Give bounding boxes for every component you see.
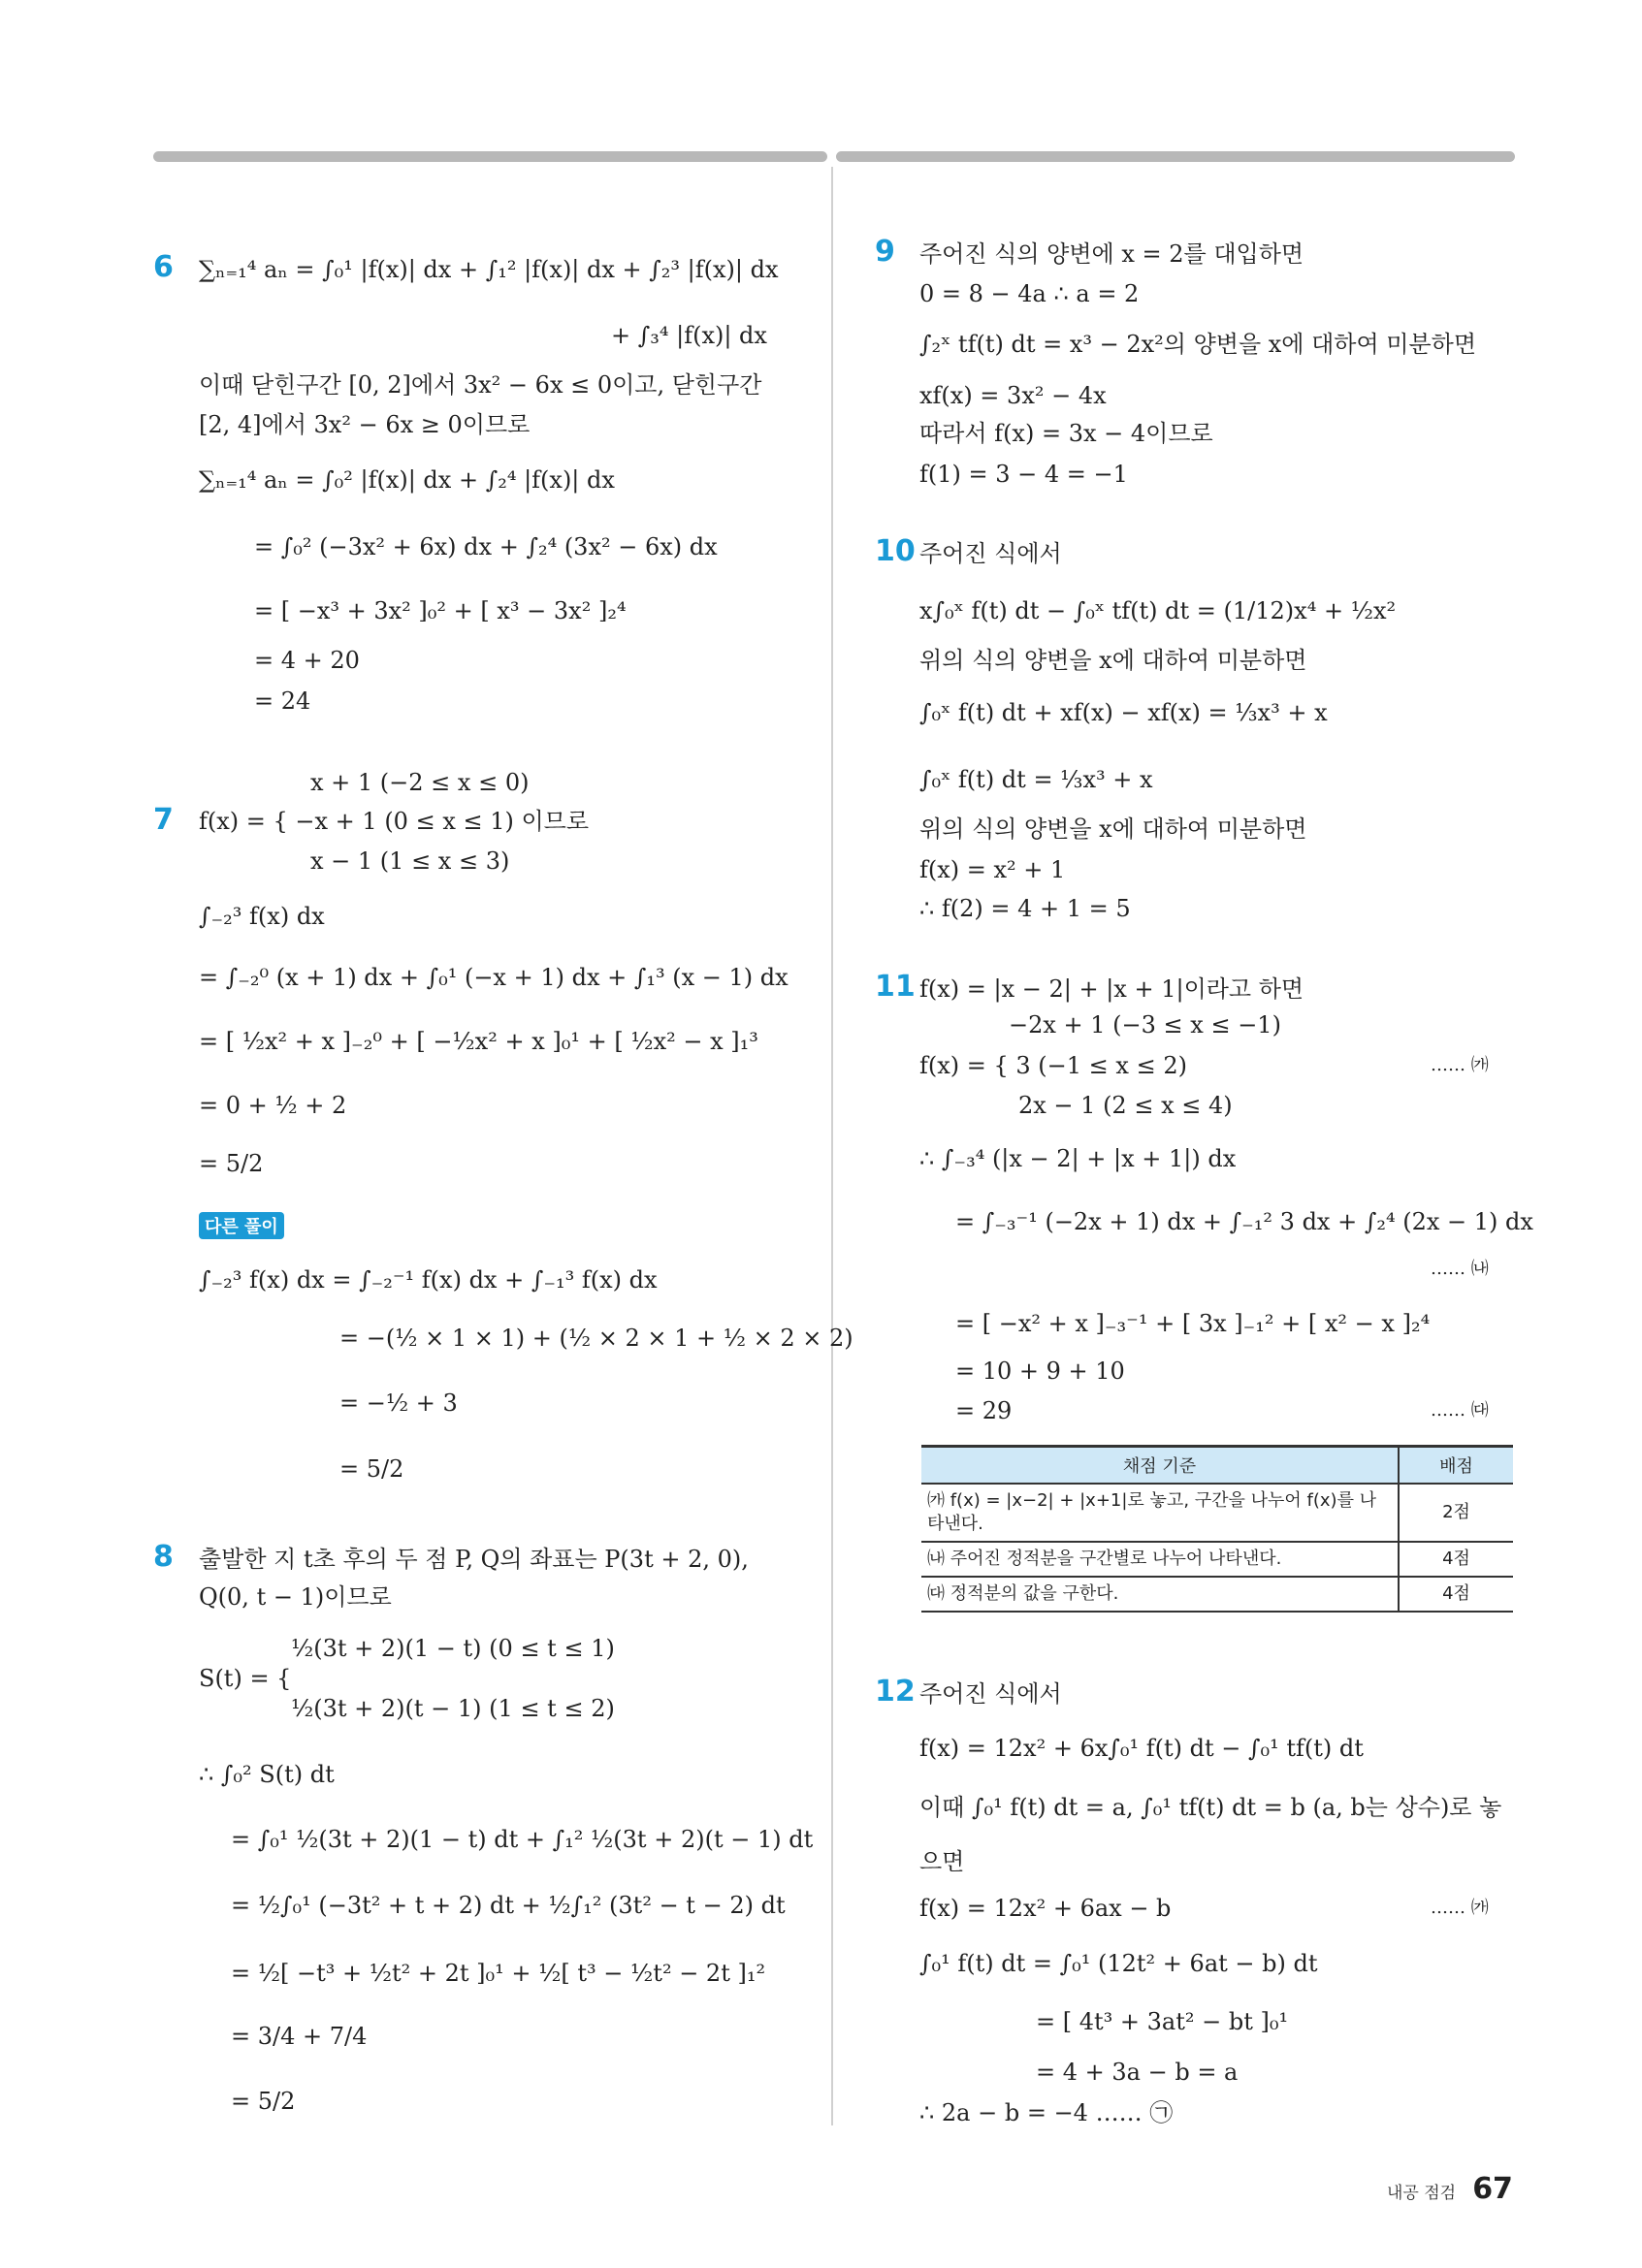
math-line: ∫₋₂³ f(x) dx bbox=[199, 903, 325, 930]
criterion-cell: ㈐ 정적분의 값을 구한다. bbox=[921, 1577, 1399, 1612]
text-line: [2, 4]에서 3x² − 6x ≥ 0이므로 bbox=[199, 411, 531, 438]
problem-number: 8 bbox=[153, 1540, 174, 1574]
points-cell: 4점 bbox=[1399, 1577, 1513, 1612]
math-line: ∑ₙ₌₁⁴ aₙ = ∫₀¹ |f(x)| dx + ∫₁² |f(x)| dx + ∫₂³ |f(x)| dx bbox=[199, 256, 779, 283]
grading-table bbox=[921, 1445, 1513, 1613]
math-line: x∫₀ˣ f(t) dt − ∫₀ˣ tf(t) dt = (1/12)x⁴ + ½x² bbox=[919, 597, 1397, 624]
problem-number: 10 bbox=[875, 534, 916, 568]
math-line: = [ ½x² + x ]₋₂⁰ + [ −½x² + x ]₀¹ + [ ½x² − x ]₁³ bbox=[199, 1028, 758, 1055]
math-line: ∫₀ˣ f(t) dt + xf(x) − xf(x) = ⅓x³ + x bbox=[919, 699, 1328, 726]
math-line: = 4 + 3a − b = a bbox=[1036, 2059, 1239, 2086]
text-line: 이때 닫힌구간 [0, 2]에서 3x² − 6x ≤ 0이고, 닫힌구간 bbox=[199, 371, 762, 399]
points-cell: 4점 bbox=[1399, 1542, 1513, 1577]
math-line: + ∫₃⁴ |f(x)| dx bbox=[611, 322, 767, 349]
top-rule-right bbox=[836, 151, 1515, 162]
math-line: ∴ f(2) = 4 + 1 = 5 bbox=[919, 895, 1131, 922]
math-line: −2x + 1 (−3 ≤ x ≤ −1) bbox=[1009, 1011, 1281, 1038]
math-line: ∴ ∫₀² S(t) dt bbox=[199, 1761, 335, 1788]
math-line: = −(½ × 1 × 1) + (½ × 2 × 1 + ½ × 2 × 2) bbox=[339, 1325, 853, 1352]
math-line: = [ −x² + x ]₋₃⁻¹ + [ 3x ]₋₁² + [ x² − x ]₂⁴ bbox=[955, 1310, 1431, 1337]
step-mark: …… ㈏ bbox=[1431, 1259, 1489, 1279]
math-line: = ∫₀² (−3x² + 6x) dx + ∫₂⁴ (3x² − 6x) dx bbox=[254, 533, 718, 560]
text-line: 위의 식의 양변을 x에 대하여 미분하면 bbox=[919, 647, 1307, 674]
table-row bbox=[921, 1484, 1513, 1542]
math-line: xf(x) = 3x² − 4x bbox=[919, 382, 1107, 409]
problem-number: 12 bbox=[875, 1675, 916, 1709]
math-line: f(x) = { 3 (−1 ≤ x ≤ 2) bbox=[919, 1052, 1187, 1079]
column-divider bbox=[831, 167, 833, 2125]
text-line: 주어진 식에서 bbox=[919, 540, 1062, 567]
math-line: ∫₀¹ f(t) dt = ∫₀¹ (12t² + 6at − b) dt bbox=[919, 1950, 1318, 1977]
points-cell: 2점 bbox=[1399, 1484, 1513, 1542]
math-line: f(x) = 12x² + 6ax − b bbox=[919, 1895, 1172, 1922]
page-footer bbox=[1387, 2172, 1513, 2206]
text-line: Q(0, t − 1)이므로 bbox=[199, 1583, 392, 1611]
section-label: 내공 점검 bbox=[1387, 2184, 1457, 2203]
step-mark: …… ㈎ bbox=[1431, 1055, 1489, 1075]
math-line: = [ −x³ + 3x² ]₀² + [ x³ − 3x² ]₂⁴ bbox=[254, 597, 627, 624]
page-number: 67 bbox=[1472, 2172, 1513, 2206]
step-mark: …… ㈐ bbox=[1431, 1400, 1489, 1421]
text-line: 출발한 지 t초 후의 두 점 P, Q의 좌표는 P(3t + 2, 0), bbox=[199, 1546, 749, 1573]
text-line: 따라서 f(x) = 3x − 4이므로 bbox=[919, 420, 1213, 447]
math-line: = −½ + 3 bbox=[339, 1390, 458, 1417]
math-line: ∑ₙ₌₁⁴ aₙ = ∫₀² |f(x)| dx + ∫₂⁴ |f(x)| dx bbox=[199, 466, 615, 494]
table-row bbox=[921, 1577, 1513, 1612]
table-row bbox=[921, 1542, 1513, 1577]
header-points: 배점 bbox=[1399, 1447, 1513, 1485]
text-line: 주어진 식에서 bbox=[919, 1680, 1062, 1708]
math-line: = ½[ −t³ + ½t² + 2t ]₀¹ + ½[ t³ − ½t² − 2t ]₁² bbox=[231, 1960, 766, 1987]
math-line: = 10 + 9 + 10 bbox=[955, 1358, 1125, 1385]
math-line: = 29 bbox=[955, 1397, 1013, 1424]
math-line: = 5/2 bbox=[339, 1455, 404, 1483]
math-line: 2x − 1 (2 ≤ x ≤ 4) bbox=[1018, 1092, 1233, 1119]
math-line: ∴ ∫₋₃⁴ (|x − 2| + |x + 1|) dx bbox=[919, 1145, 1237, 1172]
criterion-cell: ㈏ 주어진 정적분을 구간별로 나누어 나타낸다. bbox=[921, 1542, 1399, 1577]
math-line: = [ 4t³ + 3at² − bt ]₀¹ bbox=[1036, 2008, 1289, 2035]
math-line: x + 1 (−2 ≤ x ≤ 0) bbox=[310, 769, 530, 796]
math-line: ∫₋₂³ f(x) dx = ∫₋₂⁻¹ f(x) dx + ∫₋₁³ f(x) dx bbox=[199, 1266, 658, 1294]
math-line: = 0 + ½ + 2 bbox=[199, 1092, 347, 1119]
math-line: f(x) = { −x + 1 (0 ≤ x ≤ 1) 이므로 bbox=[199, 808, 590, 835]
math-line: ½(3t + 2)(t − 1) (1 ≤ t ≤ 2) bbox=[291, 1695, 615, 1722]
header-criterion: 채점 기준 bbox=[921, 1447, 1399, 1485]
math-line: = 24 bbox=[254, 687, 311, 715]
math-line: = ∫₋₂⁰ (x + 1) dx + ∫₀¹ (−x + 1) dx + ∫₁³ (x − 1) dx bbox=[199, 964, 789, 991]
text-line: 위의 식의 양변을 x에 대하여 미분하면 bbox=[919, 815, 1307, 843]
math-line: S(t) = { bbox=[199, 1665, 292, 1692]
math-line: 0 = 8 − 4a ∴ a = 2 bbox=[919, 280, 1140, 307]
step-mark: …… ㈎ bbox=[1431, 1898, 1489, 1918]
math-line: ∫₀ˣ f(t) dt = ⅓x³ + x bbox=[919, 766, 1153, 793]
math-line: = ∫₀¹ ½(3t + 2)(1 − t) dt + ∫₁² ½(3t + 2)(t − 1) dt bbox=[231, 1826, 814, 1853]
math-line: x − 1 (1 ≤ x ≤ 3) bbox=[310, 847, 510, 875]
math-line: ½(3t + 2)(1 − t) (0 ≤ t ≤ 1) bbox=[291, 1635, 615, 1662]
math-line: f(1) = 3 − 4 = −1 bbox=[919, 461, 1128, 488]
math-line: = ½∫₀¹ (−3t² + t + 2) dt + ½∫₁² (3t² − t − 2) dt bbox=[231, 1892, 786, 1919]
table-header-row bbox=[921, 1447, 1513, 1485]
top-rule-left bbox=[153, 151, 827, 162]
math-line: = ∫₋₃⁻¹ (−2x + 1) dx + ∫₋₁² 3 dx + ∫₂⁴ (2x − 1) dx bbox=[955, 1208, 1533, 1235]
text-line: 으면 bbox=[919, 1848, 965, 1875]
math-line: = 3/4 + 7/4 bbox=[231, 2023, 368, 2050]
problem-number: 7 bbox=[153, 803, 174, 837]
criterion-cell: ㈎ f(x) = |x−2| + |x+1|로 놓고, 구간을 나누어 f(x)를 나타낸다. bbox=[921, 1484, 1399, 1542]
math-line: f(x) = x² + 1 bbox=[919, 856, 1066, 883]
problem-number: 6 bbox=[153, 250, 174, 284]
math-line: = 5/2 bbox=[231, 2088, 296, 2115]
math-line: f(x) = |x − 2| + |x + 1|이라고 하면 bbox=[919, 975, 1304, 1003]
alt-solution-badge: 다른 풀이 bbox=[199, 1212, 284, 1239]
math-line: = 4 + 20 bbox=[254, 647, 360, 674]
text-line: 주어진 식의 양변에 x = 2를 대입하면 bbox=[919, 240, 1304, 268]
math-line: = 5/2 bbox=[199, 1150, 264, 1177]
problem-number: 11 bbox=[875, 970, 916, 1004]
math-line: f(x) = 12x² + 6x∫₀¹ f(t) dt − ∫₀¹ tf(t) dt bbox=[919, 1735, 1364, 1762]
math-line: ∴ 2a − b = −4 …… ㉠ bbox=[919, 2099, 1174, 2126]
text-line: 이때 ∫₀¹ f(t) dt = a, ∫₀¹ tf(t) dt = b (a, b는 상수)로 놓 bbox=[919, 1794, 1502, 1821]
problem-number: 9 bbox=[875, 235, 895, 269]
math-line: ∫₂ˣ tf(t) dt = x³ − 2x²의 양변을 x에 대하여 미분하면 bbox=[919, 331, 1477, 358]
